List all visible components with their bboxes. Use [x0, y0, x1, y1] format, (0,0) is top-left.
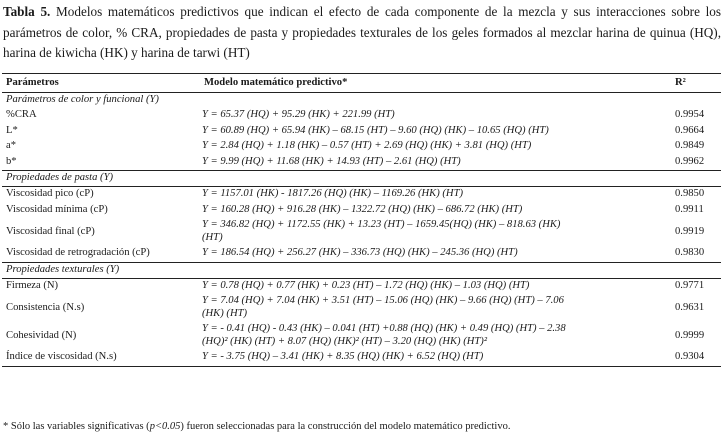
table-row	[2, 187, 721, 203]
footnote-condition: p<0.05	[149, 421, 181, 432]
param-cell: Índice de viscosidad (N.s)	[2, 350, 200, 366]
table-row	[2, 155, 721, 171]
r2-cell: 0.9919	[675, 225, 705, 237]
param-cell: Viscosidad pico (cP)	[2, 187, 200, 203]
param-cell: Cohesividad (N)	[6, 329, 77, 341]
table-row	[2, 124, 721, 140]
r2-cell: 0.9849	[675, 140, 705, 152]
model-line: Y = 346.82 (HQ) + 1172.55 (HK) + 13.23 (HT) – 1659.45(HQ) (HK) – 818.63 (HK)	[202, 219, 561, 231]
param-cell: a*	[6, 140, 16, 152]
param-cell: %CRA	[6, 109, 37, 121]
model-cell: Y = 60.89 (HQ) + 65.94 (HK) – 68.15 (HT) – 9.60 (HQ) (HK) – 10.65 (HQ) (HT)	[202, 124, 549, 136]
header-r2: R²	[669, 74, 721, 93]
table-row	[2, 108, 721, 124]
table-row	[2, 294, 721, 322]
param-cell: b*	[6, 155, 17, 167]
table-row	[2, 322, 721, 350]
model-cell: Y = 1157.01 (HK) - 1817.26 (HQ) (HK) – 1169.26 (HK) (HT)	[200, 187, 669, 203]
param-cell: Viscosidad mínima (cP)	[6, 203, 108, 215]
param-cell: Viscosidad de retrogradación (cP)	[6, 247, 150, 259]
section-title: Propiedades texturales (Y)	[2, 262, 721, 278]
model-cell	[200, 218, 669, 246]
table-row	[2, 203, 721, 219]
model-cell: Y = 9.99 (HQ) + 11.68 (HK) + 14.93 (HT) – 2.61 (HQ) (HT)	[202, 155, 461, 167]
model-cell: Y = - 3.75 (HQ) – 3.41 (HK) + 8.35 (HQ) (HK) + 6.52 (HQ) (HT)	[200, 350, 669, 366]
r2-cell: 0.9304	[669, 350, 721, 366]
param-cell: Viscosidad final (cP)	[6, 225, 95, 237]
table-row	[2, 246, 721, 262]
r2-cell: 0.9850	[669, 187, 721, 203]
model-cell	[200, 294, 669, 322]
model-cell: Y = 2.84 (HQ) + 1.18 (HK) – 0.57 (HT) + 2.69 (HQ) (HK) + 3.81 (HQ) (HT)	[202, 140, 532, 152]
param-cell: Firmeza (N)	[2, 278, 200, 294]
r2-cell: 0.9631	[675, 301, 705, 313]
r2-cell: 0.9999	[675, 329, 705, 341]
model-cell: Y = 160.28 (HQ) + 916.28 (HK) – 1322.72 (HQ) (HK) – 686.72 (HK) (HT)	[202, 203, 523, 215]
param-cell: Consistencia (N.s)	[6, 301, 85, 313]
r2-cell: 0.9830	[675, 247, 705, 259]
section-row-pasta	[2, 171, 721, 187]
model-cell: Y = 186.54 (HQ) + 256.27 (HK) – 336.73 (HQ) (HK) – 245.36 (HQ) (HT)	[202, 247, 518, 259]
section-title: Parámetros de color y funcional (Y)	[6, 94, 159, 106]
r2-cell: 0.9911	[675, 203, 704, 215]
table-caption	[3, 2, 721, 64]
table-footnote	[3, 421, 510, 432]
footnote-pre: Sólo las variables significativas (	[8, 421, 150, 432]
header-modelo: Modelo matemático predictivo*	[200, 74, 669, 93]
section-row-textura	[2, 262, 721, 278]
model-line: Y = 7.04 (HQ) + 7.04 (HK) + 3.51 (HT) – 15.06 (HQ) (HK) – 9.66 (HQ) (HT) – 7.06	[202, 295, 564, 307]
model-cell: Y = 0.78 (HQ) + 0.77 (HK) + 0.23 (HT) – 1.72 (HQ) (HK) – 1.03 (HQ) (HT)	[200, 278, 669, 294]
table-row	[2, 350, 721, 366]
r2-cell: 0.9954	[675, 109, 705, 121]
table-row	[2, 278, 721, 294]
r2-cell: 0.9771	[669, 278, 721, 294]
table-header-row	[2, 74, 721, 93]
footnote-post: ) fueron seleccionadas para la construcción del modelo matemático predictivo.	[180, 421, 511, 432]
model-cell: Y = 65.37 (HQ) + 95.29 (HK) + 221.99 (HT)	[202, 109, 395, 121]
model-line: (HK) (HT)	[202, 308, 248, 319]
caption-text: Modelos matemáticos predictivos que indican el efecto de cada componente de la mezcla y sus interacciones sobre los parámetros de color, % CRA, propiedades de pasta y propiedades texturales de los geles formados al mezclar harina de quinua (HQ), harina de kiwicha (HK) y harina de tarwi (HT)	[3, 4, 721, 60]
model-line: Y = - 0.41 (HQ) - 0.43 (HK) – 0.041 (HT) +0.88 (HQ) (HK) + 0.49 (HQ) (HT) – 2.38	[202, 323, 566, 335]
param-cell: L*	[6, 124, 18, 136]
table-row	[2, 218, 721, 246]
section-title: Propiedades de pasta (Y)	[2, 171, 721, 187]
model-cell	[200, 322, 669, 350]
section-row-color	[2, 93, 721, 109]
table-row	[2, 139, 721, 155]
model-line: (HT)	[202, 232, 223, 243]
footnote-star: *	[3, 421, 9, 432]
models-table	[2, 73, 721, 367]
caption-label: Tabla 5.	[3, 4, 51, 19]
header-parametros: Parámetros	[2, 74, 200, 93]
r2-cell: 0.9664	[675, 124, 705, 136]
model-line: (HQ)² (HK) (HT) + 8.07 (HQ) (HK)² (HT) – 3.20 (HQ) (HK) (HT)²	[202, 336, 488, 347]
r2-cell: 0.9962	[675, 155, 705, 167]
